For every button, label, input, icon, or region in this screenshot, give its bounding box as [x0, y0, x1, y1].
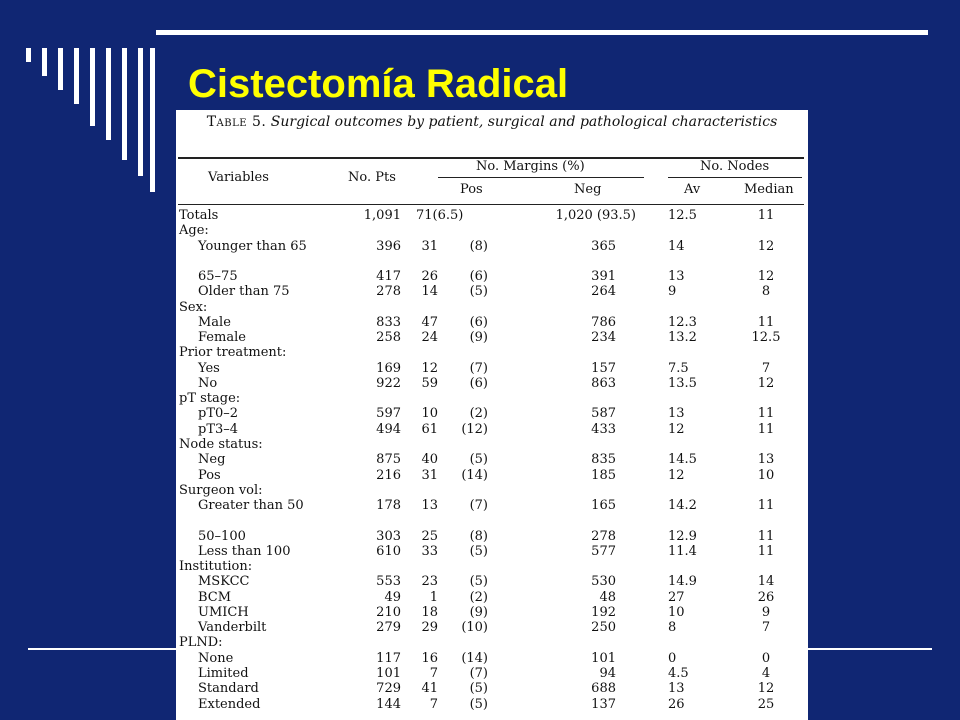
cell-neg-margins: 157	[591, 360, 616, 376]
cell-nodes-median: 10	[757, 467, 775, 483]
group-header-row	[176, 437, 808, 452]
cell-pos-margins	[416, 468, 514, 483]
cell-no-pts: 117	[376, 650, 401, 666]
bottom-rule-right	[808, 648, 932, 650]
cell-pos-margins	[416, 651, 514, 666]
table-row	[176, 361, 808, 376]
row-label: Limited	[198, 666, 249, 681]
table-row	[176, 681, 808, 696]
cell-no-pts: 833	[376, 314, 401, 330]
cell-pos-margins	[416, 208, 514, 223]
cell-no-pts: 396	[376, 238, 401, 254]
pos-count: 14	[421, 284, 438, 300]
top-rule	[156, 30, 928, 35]
cell-neg-margins: 433	[591, 421, 616, 437]
cell-no-pts: 169	[376, 360, 401, 376]
pos-percent: (14)	[461, 467, 488, 483]
table-caption-label: Table 5.	[206, 114, 267, 130]
table-row	[176, 544, 808, 559]
pos-percent: (6.5)	[432, 208, 464, 223]
row-label: Vanderbilt	[198, 620, 267, 636]
row-label: PLND:	[179, 635, 223, 651]
row-label: Prior treatment:	[179, 345, 287, 361]
pos-count: 12	[421, 360, 438, 376]
cell-pos-margins	[416, 498, 514, 513]
cell-pos-margins	[416, 590, 514, 605]
cell-no-pts: 922	[376, 375, 401, 391]
row-label: Age:	[179, 223, 209, 239]
cell-pos-margins	[416, 376, 514, 391]
cell-nodes-av: 14.2	[668, 498, 697, 514]
cell-nodes-median: 13	[757, 452, 775, 468]
cell-nodes-median: 7	[761, 360, 771, 376]
cell-neg-margins: 863	[591, 375, 616, 391]
cell-nodes-median: 4	[761, 666, 771, 681]
cell-nodes-median: 25	[757, 696, 775, 712]
table-row	[176, 284, 808, 299]
row-label: Less than 100	[198, 543, 291, 559]
row-label: pT stage:	[179, 391, 241, 407]
cell-nodes-av: 7.5	[668, 360, 689, 376]
cell-no-pts: 597	[376, 406, 401, 422]
row-label: UMICH	[198, 604, 249, 620]
cell-nodes-av: 13	[668, 681, 685, 697]
pos-percent: (8)	[469, 238, 488, 254]
table-row	[176, 620, 808, 635]
row-label: Extended	[198, 696, 261, 712]
table-row	[176, 529, 808, 544]
cell-neg-margins: 94	[599, 666, 616, 681]
col-header-median: Median	[744, 182, 794, 197]
pos-percent: (5)	[469, 681, 488, 697]
cell-nodes-median: 11	[757, 406, 775, 422]
cell-nodes-av: 26	[668, 696, 685, 712]
cell-neg-margins: 165	[591, 498, 616, 514]
col-header-neg: Neg	[574, 182, 602, 197]
cell-neg-margins: 192	[591, 604, 616, 620]
table-caption	[176, 112, 808, 133]
cell-no-pts: 553	[376, 574, 401, 590]
cell-nodes-av: 0	[668, 650, 677, 666]
row-label: pT3–4	[198, 421, 239, 437]
table-row	[176, 666, 808, 681]
table-row	[176, 605, 808, 620]
table-row	[176, 406, 808, 421]
cell-pos-margins	[416, 620, 514, 635]
cell-neg-margins: 250	[591, 620, 616, 636]
pos-percent: (5)	[469, 284, 488, 300]
pos-count: 40	[421, 452, 438, 468]
cell-neg-margins: 365	[591, 238, 616, 254]
cell-no-pts: 279	[376, 620, 401, 636]
row-label: 65–75	[198, 269, 238, 285]
row-label: Surgeon vol:	[179, 482, 263, 498]
table-row	[176, 574, 808, 589]
row-label: Standard	[198, 681, 259, 697]
cell-no-pts: 1,091	[363, 208, 401, 223]
cell-no-pts: 278	[376, 284, 401, 300]
pos-count: 13	[421, 498, 438, 514]
cell-pos-margins	[416, 422, 514, 437]
cell-pos-margins	[416, 574, 514, 589]
col-header-no-nodes: No. Nodes	[700, 159, 770, 174]
cell-no-pts: 258	[376, 330, 401, 346]
pos-percent: (5)	[469, 543, 488, 559]
cell-nodes-median: 14	[757, 574, 775, 590]
table-row	[176, 452, 808, 467]
cell-pos-margins	[416, 406, 514, 421]
cell-nodes-av: 12.3	[668, 314, 697, 330]
cell-neg-margins: 587	[591, 406, 616, 422]
cell-neg-margins: 48	[599, 589, 616, 605]
row-label: Male	[198, 314, 231, 330]
cell-nodes-av: 9	[668, 284, 677, 300]
cell-pos-margins	[416, 544, 514, 559]
cell-nodes-median: 8	[761, 284, 771, 300]
cell-no-pts: 144	[376, 696, 401, 712]
pos-count: 1	[429, 589, 438, 605]
cell-pos-margins	[416, 666, 514, 681]
table-body	[176, 208, 808, 712]
cell-nodes-av: 13.2	[668, 330, 697, 346]
cell-nodes-av: 12	[668, 421, 685, 437]
cell-pos-margins	[416, 697, 514, 712]
pos-count: 24	[421, 330, 438, 346]
pos-percent: (10)	[461, 620, 488, 636]
col-header-pos: Pos	[460, 182, 483, 197]
cell-neg-margins: 185	[591, 467, 616, 483]
pos-percent: (6)	[469, 314, 488, 330]
pos-count: 61	[421, 421, 438, 437]
pos-count: 23	[421, 574, 438, 590]
cell-no-pts: 610	[376, 543, 401, 559]
cell-pos-margins	[416, 605, 514, 620]
pos-percent: (12)	[461, 421, 488, 437]
cell-no-pts: 417	[376, 269, 401, 285]
row-label: BCM	[198, 589, 232, 605]
table-row	[176, 590, 808, 605]
cell-nodes-median: 11	[757, 421, 775, 437]
cell-nodes-av: 14.9	[668, 574, 697, 590]
cell-neg-margins: 786	[591, 314, 616, 330]
table-row	[176, 376, 808, 391]
pos-percent: (6)	[469, 269, 488, 285]
cell-neg-margins: 264	[591, 284, 616, 300]
cell-nodes-av: 12.9	[668, 528, 697, 544]
cell-nodes-median: 26	[757, 589, 775, 605]
cell-nodes-av: 12	[668, 467, 685, 483]
pos-percent: (8)	[469, 528, 488, 544]
pos-count: 18	[421, 604, 438, 620]
pos-count: 16	[421, 650, 438, 666]
cell-nodes-median: 12.5	[751, 330, 781, 346]
row-label: Younger than 65	[198, 238, 307, 254]
margins-sub-rule	[438, 177, 644, 178]
cell-no-pts: 101	[376, 666, 401, 681]
table-row	[176, 315, 808, 330]
cell-neg-margins: 234	[591, 330, 616, 346]
cell-nodes-median: 7	[761, 620, 771, 636]
pos-percent: (6)	[469, 375, 488, 391]
bottom-rule-left	[28, 648, 176, 650]
cell-pos-margins	[416, 315, 514, 330]
table-row	[176, 498, 808, 529]
row-label: Female	[198, 330, 246, 346]
row-label: 50–100	[198, 528, 246, 544]
slide-title: Cistectomía Radical	[188, 62, 569, 106]
cell-no-pts: 729	[376, 681, 401, 697]
pos-count: 7	[429, 666, 438, 681]
table-row	[176, 468, 808, 483]
header-bottom-rule	[178, 204, 804, 205]
row-label: No	[198, 375, 218, 391]
cell-neg-margins: 101	[591, 650, 616, 666]
row-label: MSKCC	[198, 574, 250, 590]
cell-neg-margins: 137	[591, 696, 616, 712]
pos-count: 25	[421, 528, 438, 544]
pos-percent: (9)	[469, 604, 488, 620]
cell-no-pts: 875	[376, 452, 401, 468]
col-header-no-pts: No. Pts	[348, 170, 396, 185]
row-label: Yes	[198, 360, 220, 376]
cell-nodes-median: 11	[757, 208, 775, 223]
cell-nodes-av: 14	[668, 238, 685, 254]
cell-nodes-av: 10	[668, 604, 685, 620]
pos-percent: (2)	[469, 589, 488, 605]
pos-count: 26	[421, 269, 438, 285]
pos-count: 47	[421, 314, 438, 330]
pos-percent: (7)	[469, 666, 488, 681]
table-row	[176, 422, 808, 437]
group-header-row	[176, 345, 808, 360]
pos-count: 31	[421, 238, 438, 254]
table-row	[176, 269, 808, 284]
cell-pos-margins	[416, 269, 514, 284]
group-header-row	[176, 635, 808, 650]
cell-pos-margins	[416, 452, 514, 467]
cell-pos-margins	[416, 330, 514, 345]
cell-neg-margins: 391	[591, 269, 616, 285]
cell-neg-margins: 577	[591, 543, 616, 559]
col-header-variables: Variables	[208, 170, 269, 185]
row-label: Totals	[179, 208, 219, 223]
cell-nodes-median: 9	[761, 604, 771, 620]
row-label: Institution:	[179, 559, 253, 575]
table-row	[176, 697, 808, 712]
cell-nodes-av: 13	[668, 406, 685, 422]
cell-nodes-median: 0	[761, 650, 771, 666]
cell-nodes-median: 12	[757, 269, 775, 285]
table-caption-text: Surgical outcomes by patient, surgical and pathological characteristics	[270, 114, 778, 130]
pos-percent: (5)	[469, 574, 488, 590]
cell-no-pts: 216	[376, 467, 401, 483]
cell-neg-margins: 278	[591, 528, 616, 544]
row-label: pT0–2	[198, 406, 239, 422]
cell-nodes-av: 14.5	[668, 452, 697, 468]
cell-nodes-av: 13	[668, 269, 685, 285]
table-row	[176, 239, 808, 270]
cell-pos-margins	[416, 529, 514, 544]
cell-nodes-median: 11	[757, 498, 775, 514]
table-row	[176, 651, 808, 666]
cell-pos-margins	[416, 239, 514, 254]
pos-count: 7	[429, 696, 438, 712]
pos-percent: (14)	[461, 650, 488, 666]
cell-neg-margins: 688	[591, 681, 616, 697]
pos-count: 29	[421, 620, 438, 636]
cell-neg-margins: 530	[591, 574, 616, 590]
cell-neg-margins: 835	[591, 452, 616, 468]
row-label: Neg	[198, 452, 226, 468]
cell-neg-margins: 1,020 (93.5)	[555, 208, 636, 223]
cell-nodes-av: 11.4	[668, 543, 697, 559]
pos-count: 31	[421, 467, 438, 483]
cell-pos-margins	[416, 361, 514, 376]
row-label: Pos	[198, 467, 221, 483]
cell-no-pts: 303	[376, 528, 401, 544]
cell-nodes-median: 11	[757, 528, 775, 544]
cell-nodes-median: 12	[757, 238, 775, 254]
cell-no-pts: 210	[376, 604, 401, 620]
pos-percent: (7)	[469, 498, 488, 514]
cell-nodes-av: 12.5	[668, 208, 697, 223]
row-label: None	[198, 650, 234, 666]
table-row	[176, 208, 808, 223]
pos-count: 59	[421, 375, 438, 391]
cell-no-pts: 494	[376, 421, 401, 437]
cell-nodes-median: 11	[757, 314, 775, 330]
pos-count: 41	[421, 681, 438, 697]
pos-count: 10	[421, 406, 438, 422]
pos-count: 33	[421, 543, 438, 559]
cell-nodes-av: 8	[668, 620, 677, 636]
pos-percent: (5)	[469, 452, 488, 468]
group-header-row	[176, 391, 808, 406]
pos-percent: (9)	[469, 330, 488, 346]
table-row	[176, 330, 808, 345]
cell-nodes-median: 11	[757, 543, 775, 559]
cell-nodes-av: 27	[668, 589, 685, 605]
row-label: Sex:	[179, 299, 208, 315]
group-header-row	[176, 223, 808, 238]
cell-no-pts: 178	[376, 498, 401, 514]
nodes-sub-rule	[668, 177, 802, 178]
pos-percent: (7)	[469, 360, 488, 376]
group-header-row	[176, 300, 808, 315]
row-label: Older than 75	[198, 284, 290, 300]
pos-count: 71	[416, 208, 433, 223]
group-header-row	[176, 483, 808, 498]
cell-pos-margins	[416, 681, 514, 696]
pos-percent: (5)	[469, 696, 488, 712]
cell-nodes-median: 12	[757, 681, 775, 697]
cell-pos-margins	[416, 284, 514, 299]
pos-percent: (2)	[469, 406, 488, 422]
cell-no-pts: 49	[384, 589, 401, 605]
group-header-row	[176, 559, 808, 574]
row-label: Node status:	[179, 437, 263, 452]
cell-nodes-av: 13.5	[668, 375, 697, 391]
col-header-av: Av	[684, 182, 701, 197]
cell-nodes-av: 4.5	[668, 666, 689, 681]
cell-nodes-median: 12	[757, 375, 775, 391]
results-table	[176, 110, 808, 720]
row-label: Greater than 50	[198, 498, 304, 514]
col-header-no-margins: No. Margins (%)	[476, 159, 585, 174]
